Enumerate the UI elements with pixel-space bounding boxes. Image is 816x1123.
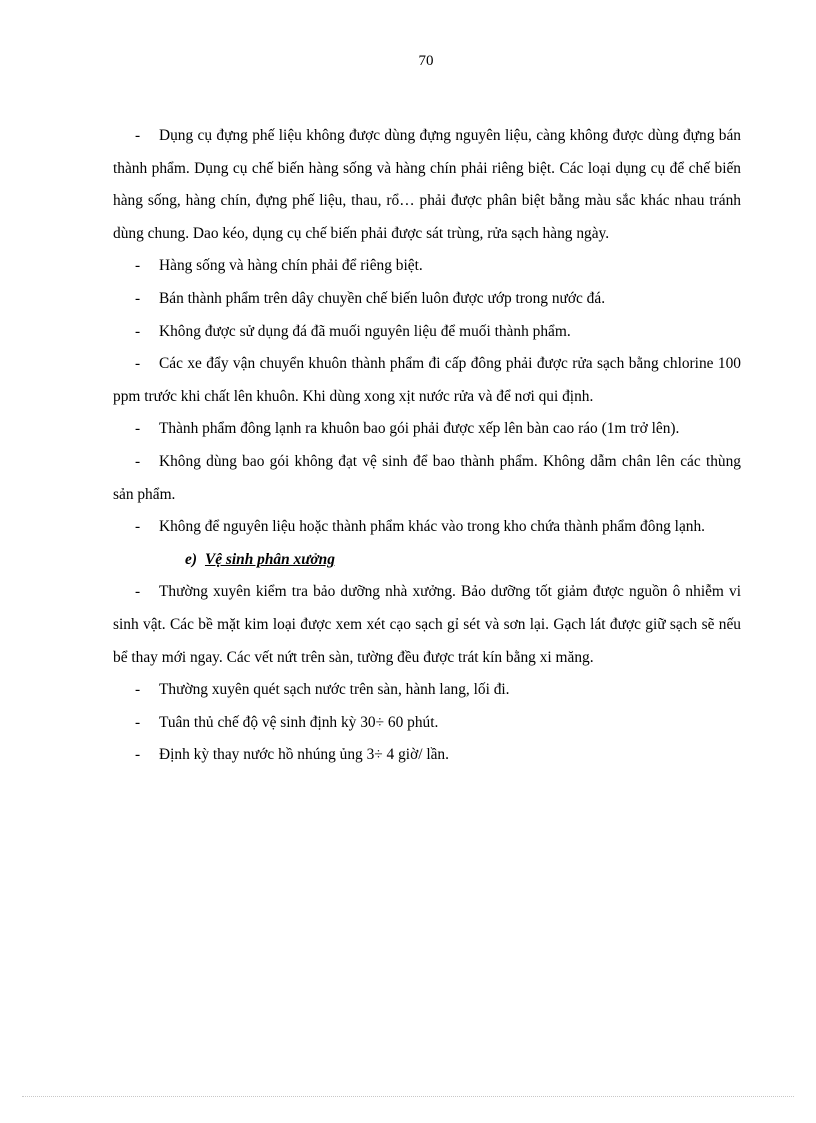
list-item-text: Bán thành phẩm trên dây chuyền chế biến luôn được ướp trong nước đá. — [159, 289, 606, 307]
list-item — [113, 316, 741, 349]
list-item — [113, 413, 741, 446]
list-item-text: Thường xuyên quét sạch nước trên sàn, hành lang, lối đi. — [159, 681, 510, 699]
list-item — [113, 739, 741, 772]
list-item-text: Tuân thủ chế độ vệ sinh định kỳ 30÷ 60 phút. — [159, 713, 439, 731]
page-bottom-divider — [22, 1096, 794, 1097]
section-label: e) — [185, 550, 197, 568]
list-item-text: Hàng sống và hàng chín phải để riêng biệt. — [159, 257, 423, 275]
list-item-text: Dụng cụ đựng phế liệu không được dùng đựng nguyên liệu, càng không được dùng đựng bán thành phẩm. Dụng cụ chế biến hàng sống và hàng chín phải riêng biệt. Các loại dụng cụ để chế biến hàng sống, hàng chín, đựng phế liệu, thau, rổ… phải được phân biệt bằng màu sắc khác nhau tránh dùng chung. Dao kéo, dụng cụ chế biến phải được sát trùng, rửa sạch hàng ngày. — [113, 127, 741, 242]
list-dash: - — [135, 289, 141, 307]
list-item — [113, 250, 741, 283]
list-item-text: Không được sử dụng đá đã muối nguyên liệu để muối thành phẩm. — [159, 322, 571, 340]
list-dash: - — [135, 518, 141, 536]
list-item-text: Định kỳ thay nước hồ nhúng ủng 3÷ 4 giờ/ lần. — [159, 746, 449, 764]
list-item-text: Thành phẩm đông lạnh ra khuôn bao gói phải được xếp lên bàn cao ráo (1m trở lên). — [159, 420, 680, 438]
list-item — [113, 674, 741, 707]
list-dash: - — [135, 355, 141, 373]
page-number: 70 — [418, 53, 434, 69]
list-item-text: Các xe đẩy vận chuyển khuôn thành phẩm đi cấp đông phải được rửa sạch bằng chlorine 100 ppm trước khi chất lên khuôn. Khi dùng xong xịt nước rửa và để nơi qui định. — [113, 355, 741, 405]
list-item — [113, 446, 741, 511]
list-item — [113, 576, 741, 674]
list-item-text: Thường xuyên kiểm tra bảo dưỡng nhà xưởng. Bảo dưỡng tốt giảm được nguồn ô nhiễm vi sinh vật. Các bề mặt kim loại được xem xét cạo sạch gỉ sét và sơn lại. Gạch lát được giữ sạch sẽ nếu bể thay mới ngay. Các vết nứt trên sàn, tường đều được trát kín bằng xi măng. — [113, 583, 741, 666]
list-dash: - — [135, 452, 141, 470]
list-dash: - — [135, 583, 141, 601]
document-body — [113, 120, 741, 772]
list-dash: - — [135, 322, 141, 340]
list-item-text: Không để nguyên liệu hoặc thành phẩm khác vào trong kho chứa thành phẩm đông lạnh. — [159, 518, 706, 536]
list-dash: - — [135, 257, 141, 275]
list-dash: - — [135, 127, 141, 144]
list-item — [113, 120, 741, 250]
list-item — [113, 511, 741, 544]
section-heading — [113, 544, 741, 577]
list-dash: - — [135, 681, 141, 699]
list-dash: - — [135, 746, 141, 764]
section-title: Vệ sinh phân xưởng — [204, 550, 335, 568]
list-dash: - — [135, 420, 141, 438]
list-item — [113, 707, 741, 740]
list-item — [113, 348, 741, 413]
list-item-text: Không dùng bao gói không đạt vệ sinh để bao thành phẩm. Không dẫm chân lên các thùng sản phẩm. — [113, 452, 741, 503]
list-item — [113, 283, 741, 316]
list-dash: - — [135, 713, 141, 731]
